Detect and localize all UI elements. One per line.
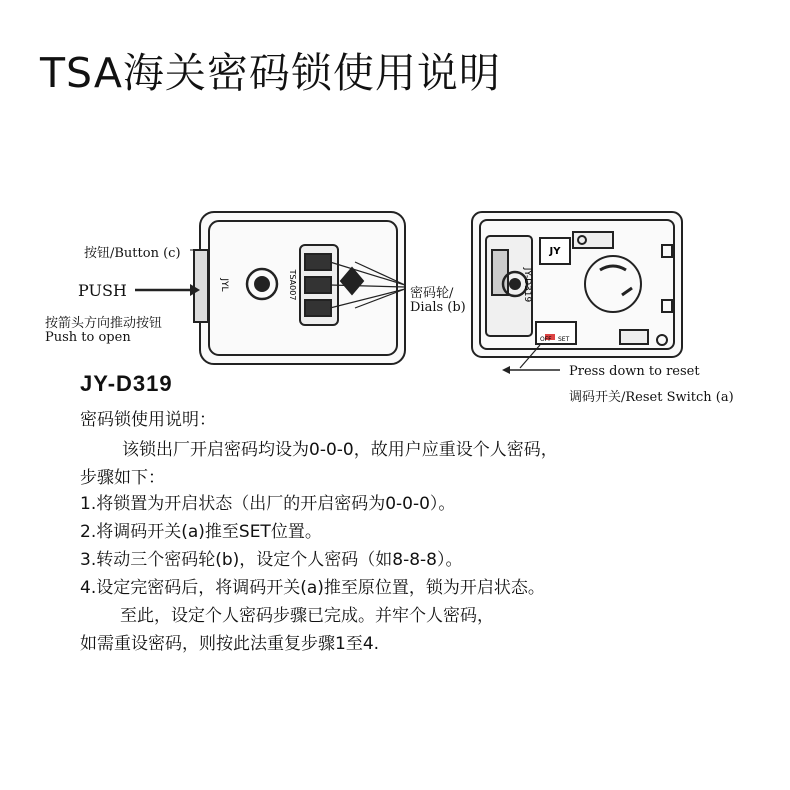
- front-brand-text: JYL: [219, 278, 229, 292]
- instructions-heading: 密码锁使用说明：: [80, 410, 216, 430]
- reset-arrow-icon: [502, 366, 510, 374]
- model-number: JY-D319: [80, 371, 173, 396]
- push-cn-label: 按箭头方向推动按钮: [45, 316, 163, 331]
- instruction-line: 至此，设定个人密码步骤已完成。并牢个人密码，: [120, 606, 494, 626]
- lock-back: [472, 212, 682, 368]
- reset-label-en: Press down to reset: [569, 364, 700, 379]
- back-logo-text: JY: [549, 246, 561, 257]
- dials-label-en: Dials (b): [410, 300, 466, 315]
- front-code-text: TSA007: [288, 269, 297, 301]
- switch-set-text: SET: [558, 336, 570, 343]
- instruction-step-4: 4.设定完密码后，将调码开关(a)推至原位置，锁为开启状态。: [80, 578, 545, 598]
- reset-label: 调码开关/Reset Switch (a): [569, 390, 734, 405]
- dial-2: [305, 277, 331, 293]
- page-title: TSA海关密码锁使用说明: [40, 49, 501, 97]
- instruction-line: 该锁出厂开启密码均设为0-0-0，故用户应重设个人密码，: [122, 440, 558, 460]
- instruction-step-3: 3.转动三个密码轮(b)，设定个人密码（如8-8-8）。: [80, 550, 463, 570]
- back-model-text: JY-D319: [522, 267, 532, 303]
- push-en-label: Push to open: [45, 330, 131, 345]
- switch-off-text: OFF: [540, 336, 552, 343]
- instruction-line: 步骤如下：: [80, 468, 165, 488]
- dial-3: [305, 300, 331, 316]
- dial-1: [305, 254, 331, 270]
- instruction-step-1: 1.将锁置为开启状态（出厂的开启密码为0-0-0）。: [80, 494, 456, 514]
- instruction-step-2: 2.将调码开关(a)推至SET位置。: [80, 522, 322, 542]
- dials-label-cn: 密码轮/: [410, 286, 454, 301]
- instruction-line: 如需重设密码，则按此法重复步骤1至4.: [80, 634, 380, 654]
- push-label: PUSH: [78, 281, 127, 300]
- button-label: 按钮/Button (c): [84, 246, 181, 261]
